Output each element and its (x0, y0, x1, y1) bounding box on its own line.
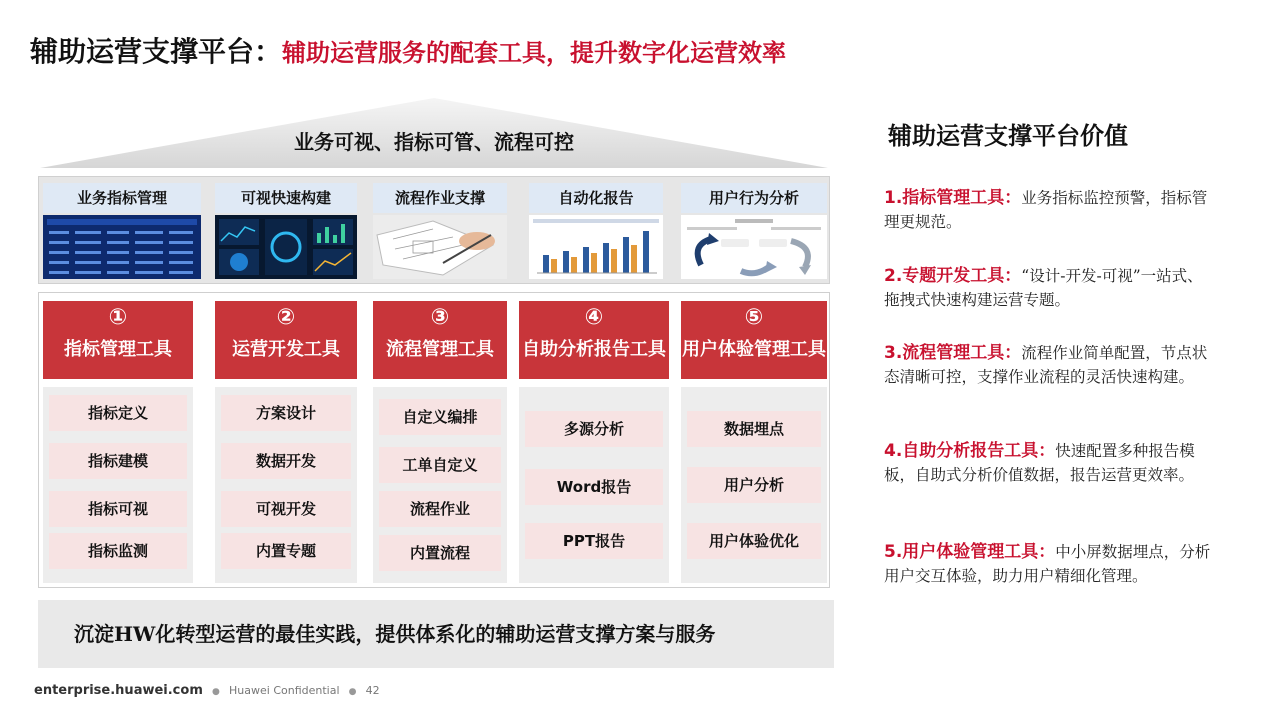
tool-item: PPT报告 (525, 523, 663, 559)
picture-label: 用户行为分析 (681, 183, 827, 213)
page-number: 42 (365, 684, 380, 697)
picture-card-user (681, 183, 827, 279)
tool-item: 数据开发 (221, 443, 351, 479)
picture-card-process (373, 183, 507, 279)
tool-items (373, 387, 507, 583)
tool-number: ③ (430, 305, 450, 330)
tool-item: 指标监测 (49, 533, 187, 569)
value-item (884, 439, 1214, 487)
tool-name: 自助分析报告工具 (522, 339, 666, 360)
tool-items (681, 387, 827, 583)
tool-header (43, 301, 193, 379)
value-label: 5.用户体验管理工具： (884, 542, 1056, 562)
value-item (884, 341, 1214, 389)
tool-header (373, 301, 507, 379)
tool-item: 方案设计 (221, 395, 351, 431)
roof-text: 业务可视、指标可管、流程可控 (294, 130, 574, 154)
side-title: 辅助运营支撑平台价值 (888, 121, 1128, 150)
tool-item: 指标可视 (49, 491, 187, 527)
tool-items (519, 387, 669, 583)
tool-item: 数据埋点 (687, 411, 821, 447)
picture-card-visual (215, 183, 357, 279)
tool-name: 流程管理工具 (386, 339, 494, 360)
value-label: 4.自助分析报告工具： (884, 441, 1056, 461)
tool-item: 流程作业 (379, 491, 501, 527)
tool-item: 内置流程 (379, 535, 501, 571)
picture-label: 流程作业支撑 (373, 183, 507, 213)
tool-item: 可视开发 (221, 491, 351, 527)
cycle-diagram-image (681, 215, 827, 279)
tool-item: 多源分析 (525, 411, 663, 447)
tool-item: 指标定义 (49, 395, 187, 431)
picture-label: 自动化报告 (529, 183, 663, 213)
value-text: 流程作业简单配置，节点状态清晰可控，支撑作业流程的灵活快速构建。 (884, 344, 1208, 386)
tool-name: 指标管理工具 (64, 339, 172, 360)
page-title (30, 30, 786, 70)
tool-header (215, 301, 357, 379)
page-footer (34, 683, 380, 698)
tools-panel (38, 292, 830, 588)
value-item (884, 540, 1214, 588)
feature-pictures-panel (38, 176, 830, 284)
tool-number: ② (276, 305, 296, 330)
footer-separator: ● (348, 687, 357, 697)
bar-chart-report-image (529, 215, 663, 279)
tool-item: 用户分析 (687, 467, 821, 503)
tool-name: 运营开发工具 (232, 339, 340, 360)
tool-item: 用户体验优化 (687, 523, 821, 559)
title-sub: 辅助运营服务的配套工具，提升数字化运营效率 (282, 38, 787, 67)
footer-confidential: Huawei Confidential (229, 684, 340, 697)
value-text: “设计-开发-可视”一站式、拖拽式快速构建运营专题。 (884, 267, 1203, 309)
value-label: 1.指标管理工具： (884, 188, 1022, 208)
dashboard-table-image (43, 215, 201, 279)
tool-item: 自定义编排 (379, 399, 501, 435)
value-label: 2.专题开发工具： (884, 266, 1022, 286)
tool-header (519, 301, 669, 379)
tool-number: ④ (584, 305, 604, 330)
tool-item: 指标建模 (49, 443, 187, 479)
picture-card-metrics (43, 183, 201, 279)
footer-separator: ● (212, 687, 220, 697)
tool-number: ⑤ (744, 305, 764, 330)
tool-item: 内置专题 (221, 533, 351, 569)
picture-label: 业务指标管理 (43, 183, 201, 213)
value-text: 业务指标监控预警，指标管理更规范。 (884, 189, 1208, 231)
tool-items (215, 387, 357, 583)
picture-card-report (529, 183, 663, 279)
value-item (884, 186, 1214, 234)
picture-label: 可视快速构建 (215, 183, 357, 213)
dashboard-charts-image (215, 215, 357, 279)
tool-name: 用户体验管理工具 (682, 339, 826, 360)
tool-item: 工单自定义 (379, 447, 501, 483)
tool-number: ① (108, 305, 128, 330)
footer-brand: enterprise.huawei.com (34, 683, 203, 698)
value-text: 中小屏数据埋点，分析用户交互体验，助力用户精细化管理。 (884, 543, 1211, 585)
tool-items (43, 387, 193, 583)
blueprint-drawing-image (373, 215, 507, 279)
value-text: 快速配置多种报告模板，自助式分析价值数据，报告运营更效率。 (884, 442, 1195, 484)
tool-item: Word报告 (525, 469, 663, 505)
value-label: 3.流程管理工具： (884, 343, 1022, 363)
value-item (884, 264, 1214, 312)
summary-banner: 沉淀HW化转型运营的最佳实践，提供体系化的辅助运营支撑方案与服务 (38, 600, 834, 668)
tool-header (681, 301, 827, 379)
title-main: 辅助运营支撑平台： (30, 35, 283, 68)
